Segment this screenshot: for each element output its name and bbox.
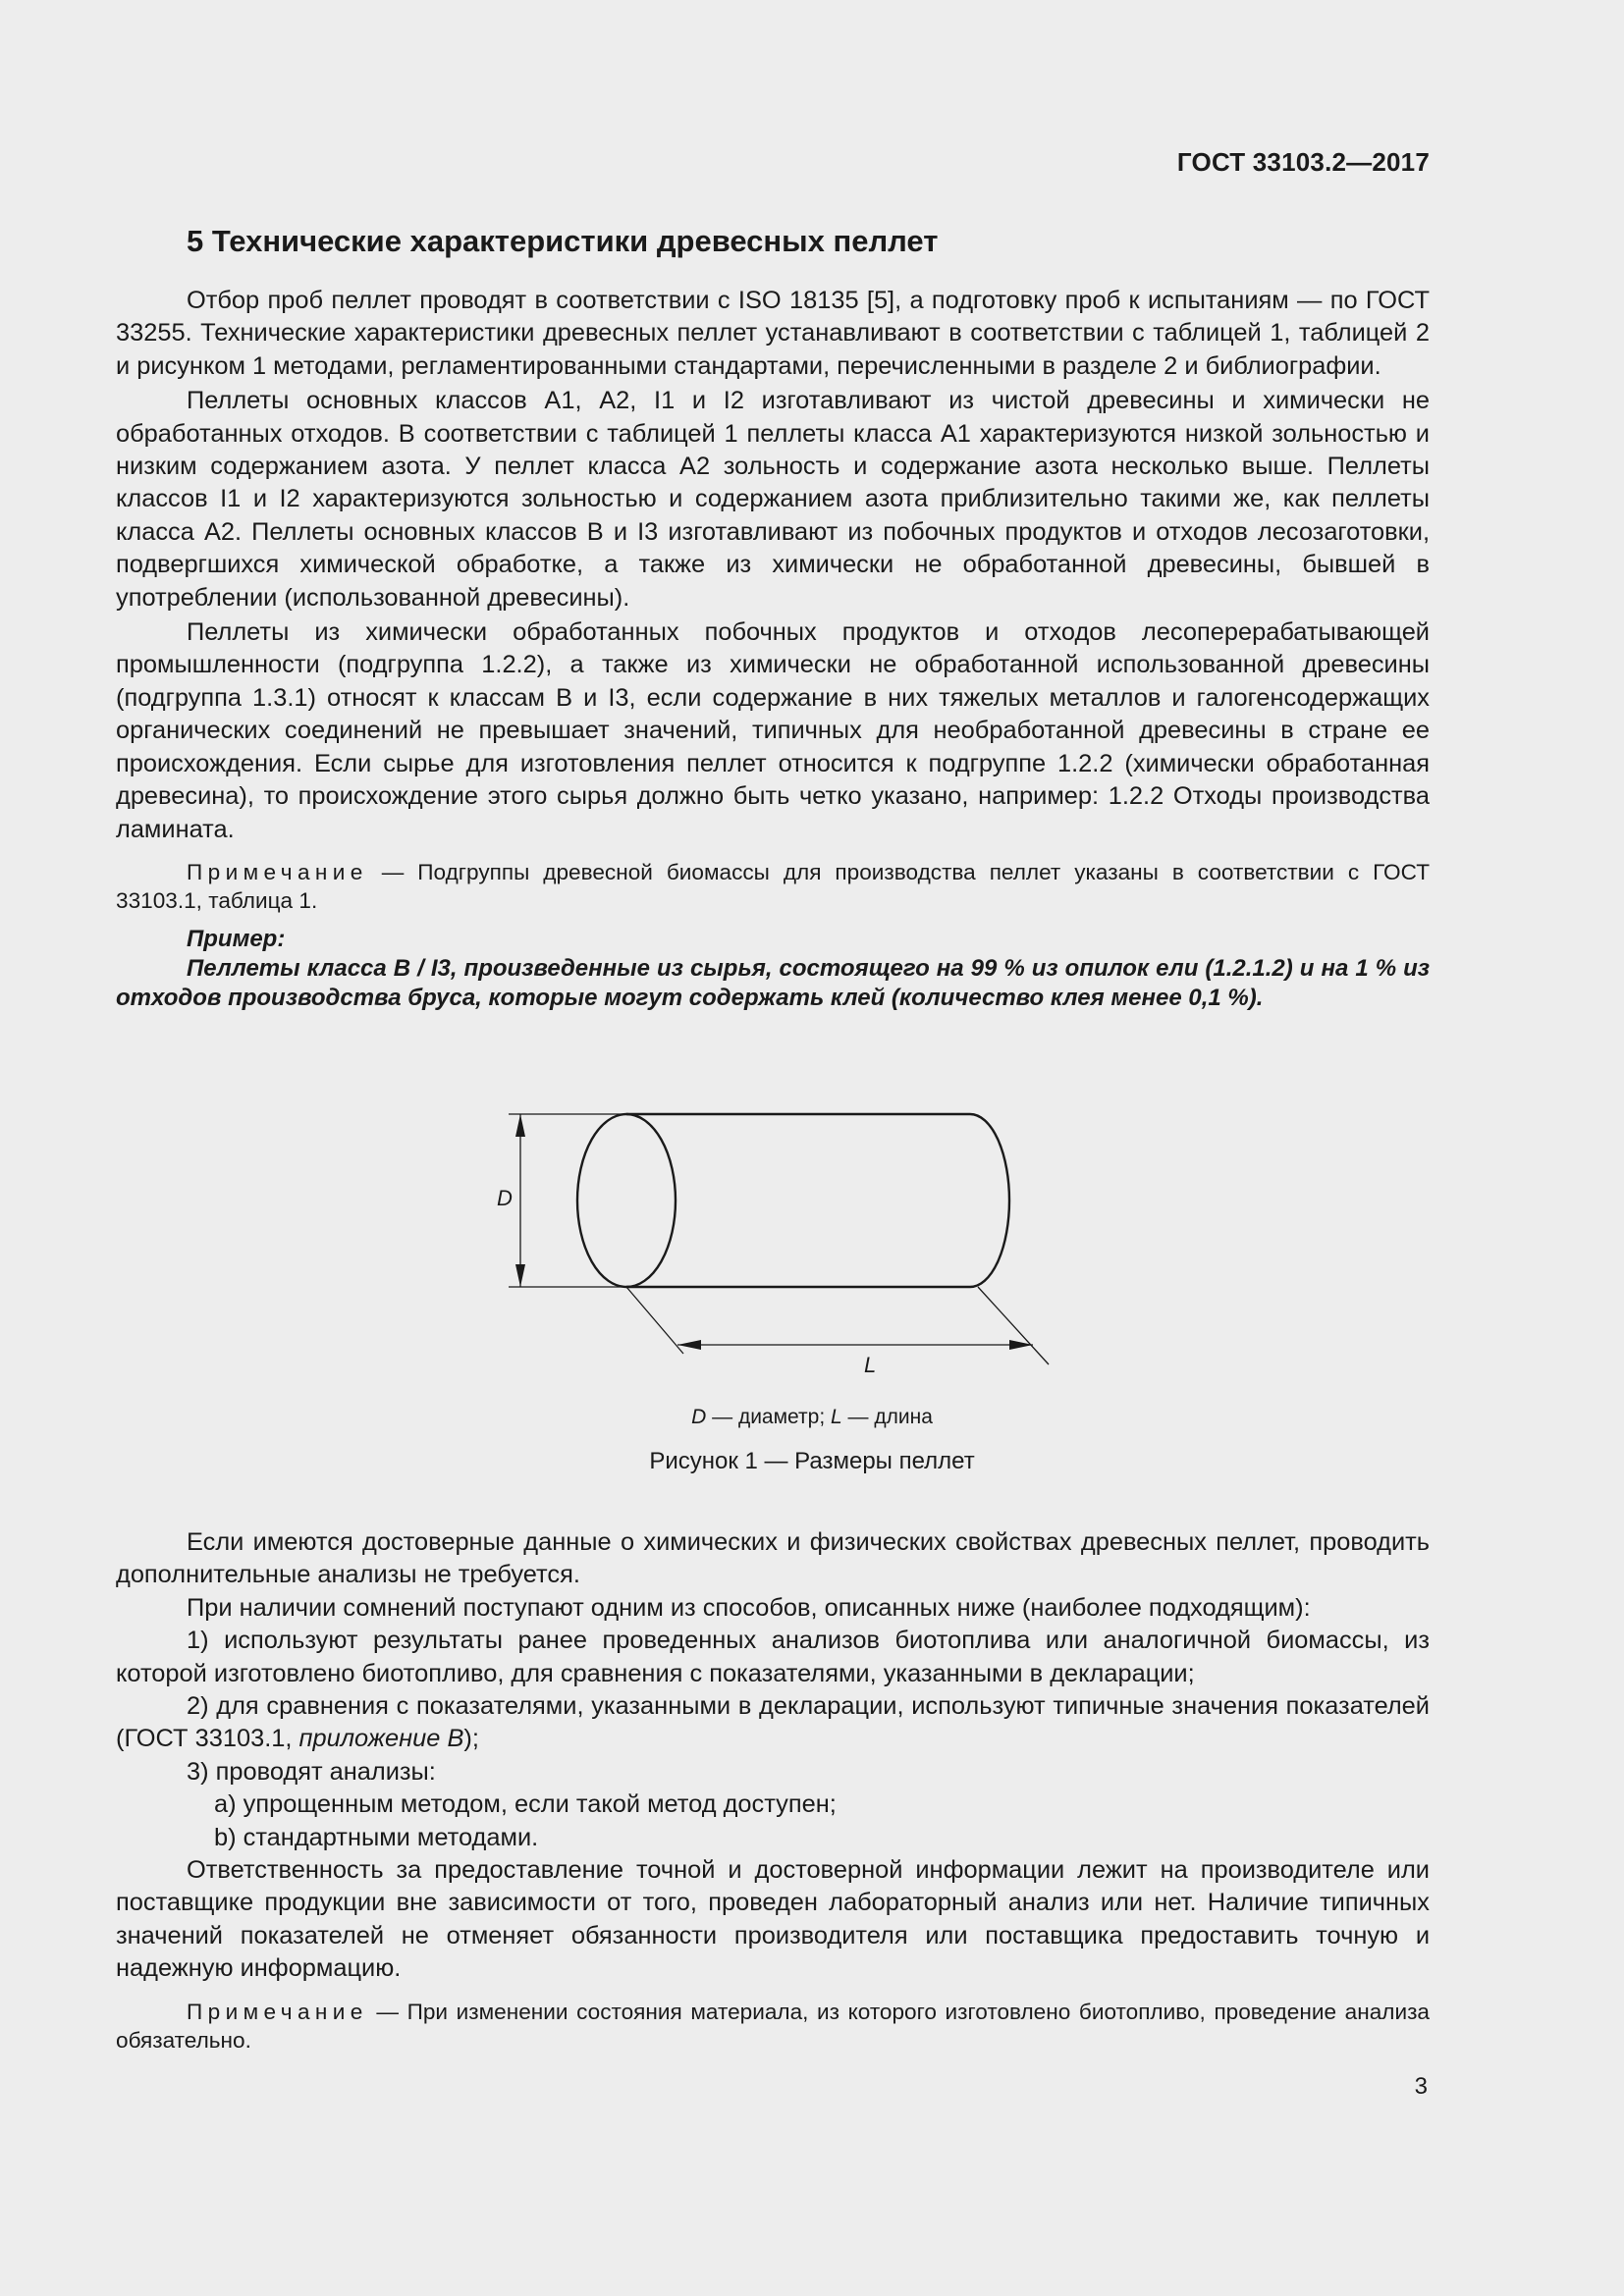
paragraph-1: Отбор проб пеллет проводят в соответствии с ISO 18135 [5], а подготовку проб к испытаниям — по ГОСТ 33255. Технические характеристики древесных пеллет устанавливают в соответствии с таблицей 1, таблицей 2 и рисунком 1 методами, регламентированными стандартами, перечисленными в разделе 2 и библиографии. (116, 287, 1430, 380)
diameter-label: D (497, 1186, 513, 1210)
standard-code: ГОСТ 33103.2—2017 (1176, 147, 1430, 177)
example-text: Пеллеты класса В / I3, произведенные из сырья, состоящего на 99 % из опилок ели (1.2.1.2) и на 1 % из отходов производства бруса, которые могут содержать клей (количество клея менее 0,1 %). (116, 954, 1430, 1011)
list-item-3b: b) стандартными методами. (214, 1823, 539, 1851)
note-text: — При изменении состояния материала, из которого изготовлено биотопливо, проведение анализа обязательно. (116, 1999, 1430, 2053)
note-text: — Подгруппы древесной биомассы для производства пеллет указаны в соответствии с ГОСТ 33103.1, таблица 1. (116, 859, 1430, 913)
note-label: Примечание (187, 859, 368, 884)
paragraph-6: Ответственность за предоставление точной и достоверной информации лежит на производителе или поставщике продукции вне зависимости от того, проведен лабораторный анализ или нет. Наличие типичных значений показателей не отменяет обязанности производителя или поставщика предоставить точную и надежную информацию. (116, 1856, 1430, 1983)
body-bottom (116, 1526, 1430, 2055)
list-item-3: 3) проводят анализы: (187, 1757, 436, 1786)
length-arrow-left (677, 1340, 701, 1350)
diameter-arrow-bottom (515, 1264, 525, 1287)
length-extension-right (978, 1287, 1049, 1364)
figure-caption: Рисунок 1 — Размеры пеллет (649, 1448, 975, 1474)
paragraph-2: Пеллеты основных классов А1, А2, I1 и I2 изготавливают из чистой древесины и химически не обработанных отходов. В соответствии с таблицей 1 пеллеты класса А1 характеризуются низкой зольностью и низким содержанием азота. У пеллет класса А2 зольность и содержание азота несколько выше. Пеллеты классов I1 и I2 характеризуются зольностью и содержанием азота приблизительно такими же, как пеллеты класса А2. Пеллеты основных классов В и I3 изготавливают из побочных продуктов и отходов лесозаготовки, подвергшихся химической обработке, а также из химически не обработанной древесины, бывшей в употреблении (использованной древесины). (116, 387, 1430, 612)
list-item-3a: а) упрощенным методом, если такой метод доступен; (214, 1790, 837, 1819)
cylinder-end-face (577, 1114, 676, 1287)
note-label: Примечание (187, 1999, 368, 2024)
example-heading: Пример: (187, 925, 286, 952)
length-arrow-right (1009, 1340, 1033, 1350)
paragraph-5: При наличии сомнений поступают одним из способов, описанных ниже (наиболее подходящим): (187, 1593, 1311, 1622)
length-extension-left (626, 1287, 683, 1354)
note-1 (116, 858, 1430, 915)
length-label: L (864, 1353, 877, 1377)
figure-legend: D — диаметр; L — длина (691, 1406, 933, 1428)
section-title: 5 Технические характеристики древесных пеллет (187, 224, 939, 258)
list-item-1: 1) используют результаты ранее проведенных анализов биотоплива или аналогичной биомассы, из которой изготовлено биотопливо, для сравнения с показателями, указанными в декларации; (116, 1627, 1430, 1687)
pellet-dimensions-figure (481, 1099, 1070, 1394)
paragraph-4: Если имеются достоверные данные о химических и физических свойствах древесных пеллет, проводить дополнительные анализы не требуется. (116, 1528, 1430, 1589)
diameter-arrow-top (515, 1114, 525, 1137)
body-top (116, 285, 1430, 1013)
note-2 (116, 1998, 1430, 2055)
paragraph-3: Пеллеты из химически обработанных побочных продуктов и отходов лесоперерабатывающей промышленности (подгруппа 1.2.2), а также из химически не обработанной использованной древесины (подгруппа 1.3.1) относят к классам В и I3, если содержание в них тяжелых металлов и галогенсодержащих органических соединений не превышает значений, типичных для необработанной древесины в стране ее происхождения. Если сырье для изготовления пеллет относится к подгруппе 1.2.2 (химически обработанная древесина), то происхождение этого сырья должно быть четко указано, например: 1.2.2 Отходы производства ламината. (116, 618, 1430, 843)
cylinder-body (626, 1114, 1009, 1287)
list-item-2: 2) для сравнения с показателями, указанными в декларации, используют типичные значения показателей (ГОСТ 33103.1, приложение В); (116, 1692, 1430, 1753)
page-number: 3 (1414, 2073, 1428, 2100)
